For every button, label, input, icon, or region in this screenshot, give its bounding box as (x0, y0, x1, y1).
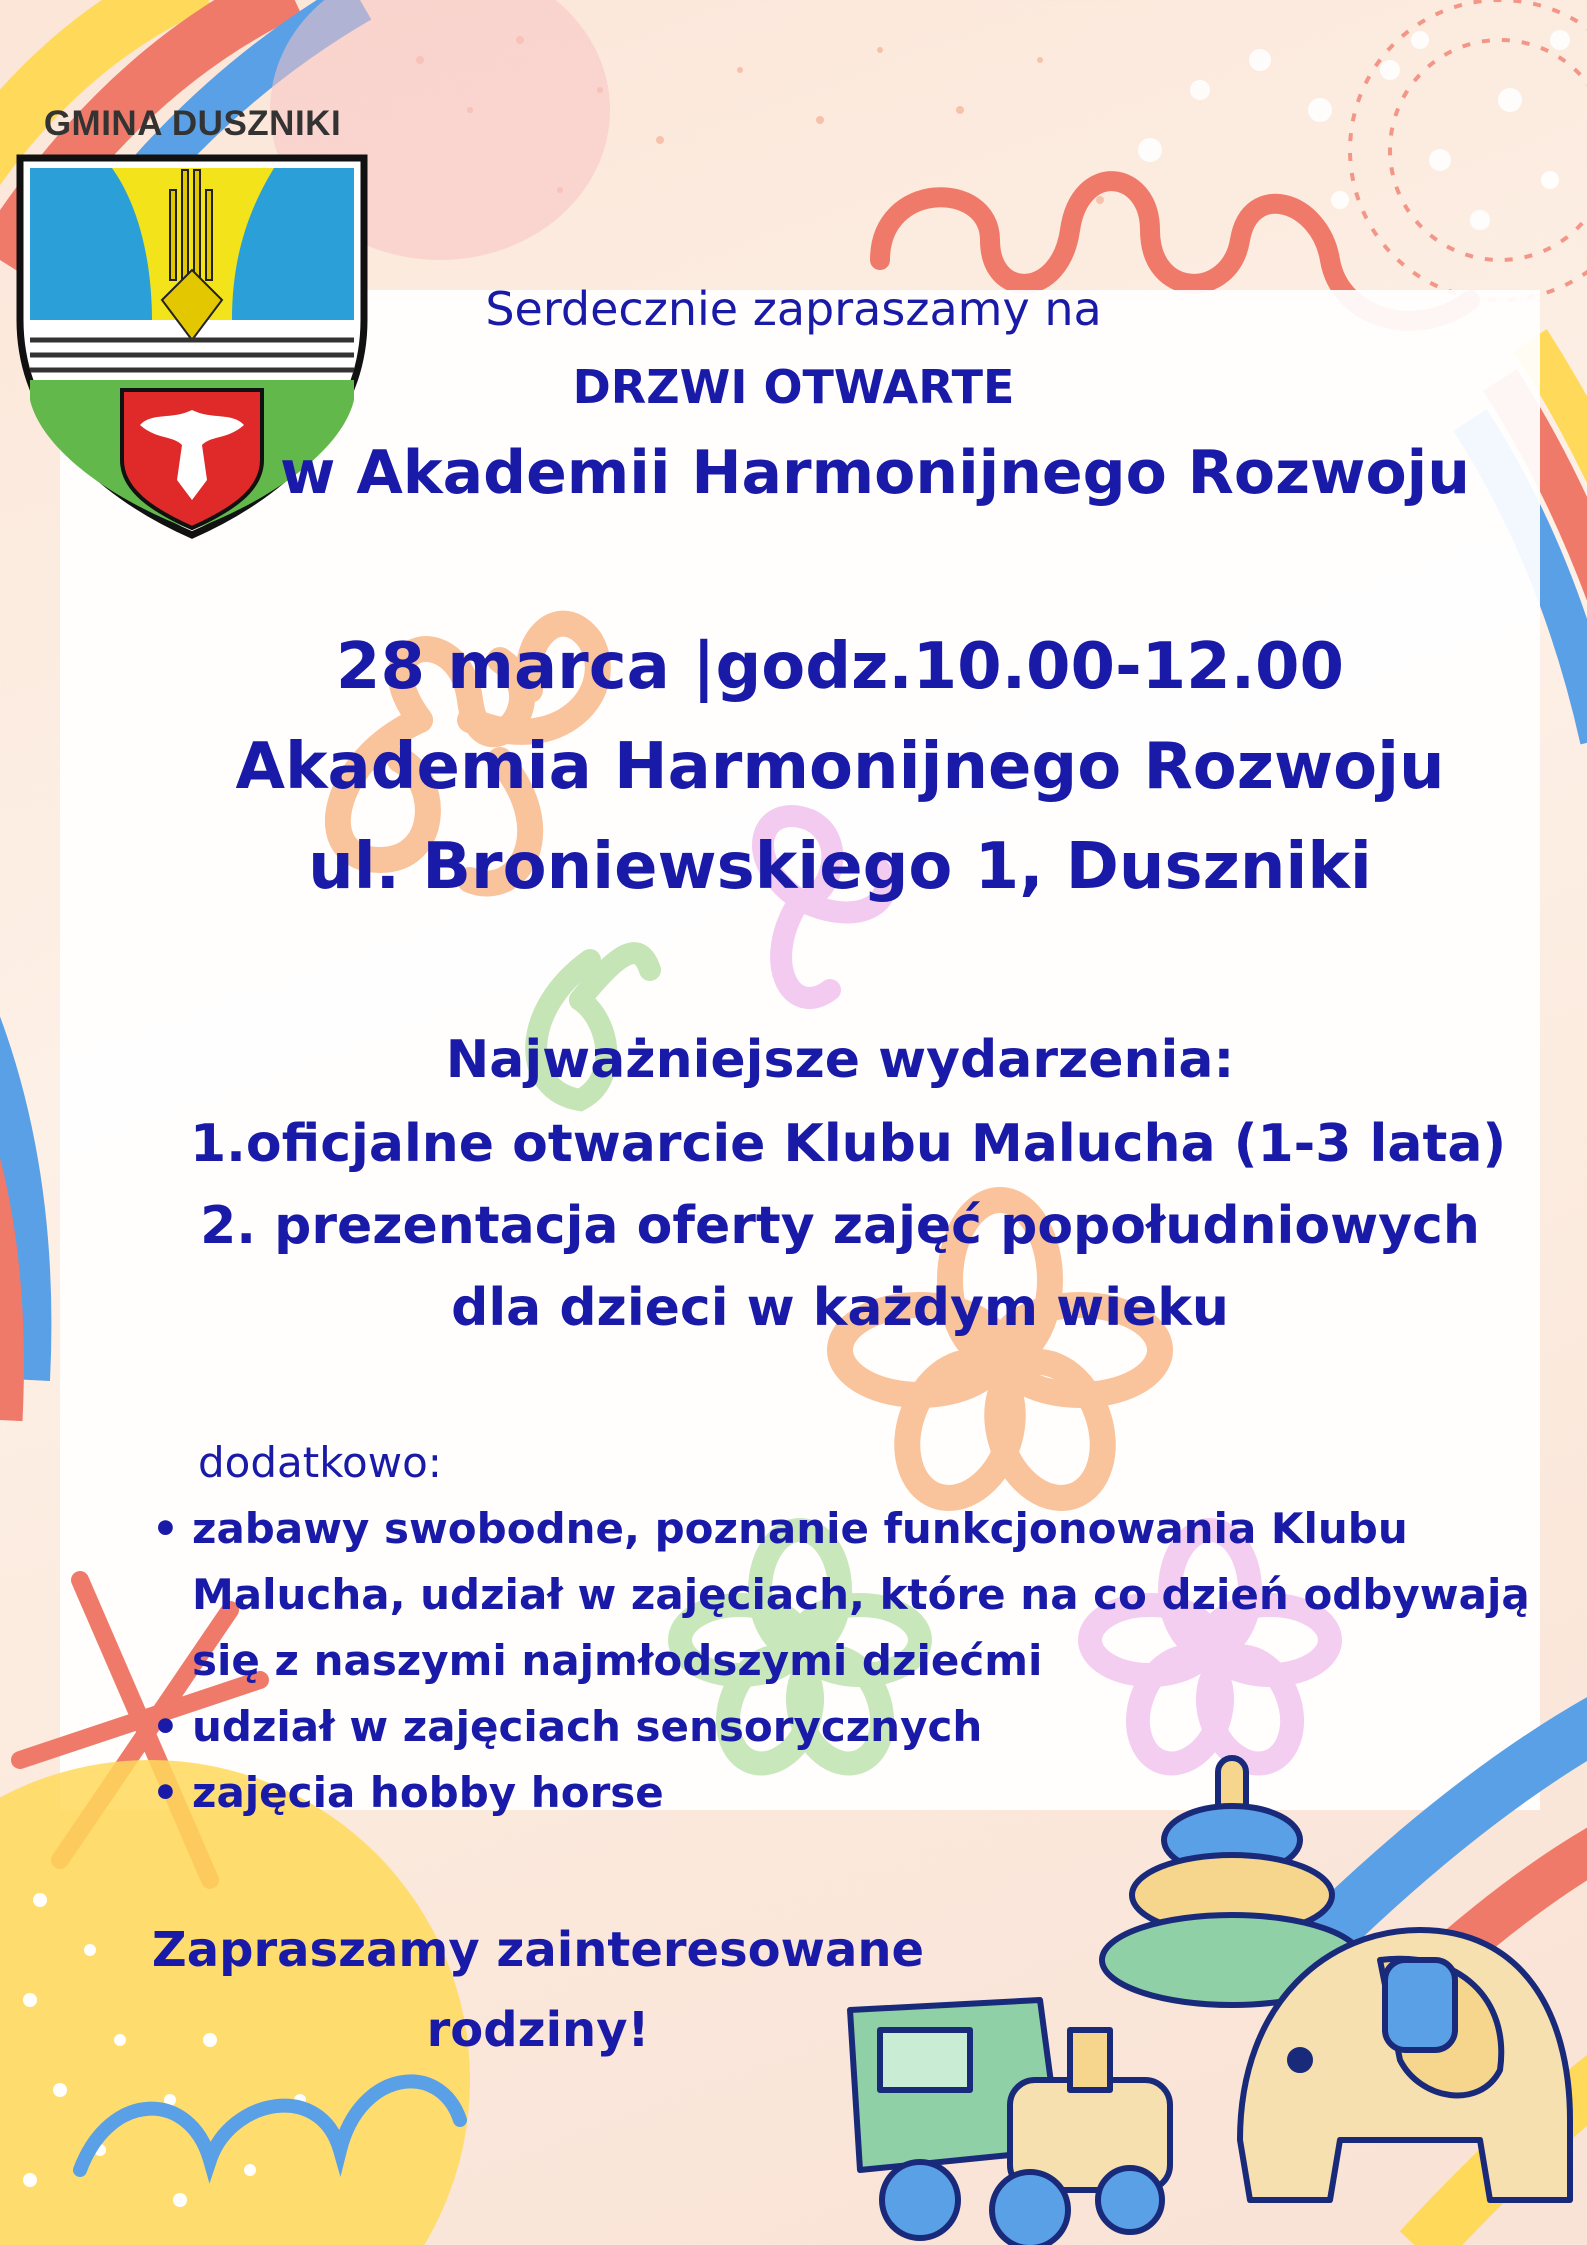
date-time: 28 marca |godz.10.00-12.00 (335, 630, 1345, 704)
list-item: • zabawy swobodne, poznanie funkcjonowania Klubu Malucha, udział w zajęciach, które na co dzień odbywają się z naszymi najmłodszymi dziećmi (150, 1496, 1530, 1694)
additional-label: dodatkowo: (198, 1438, 442, 1487)
list-item: • udział w zajęciach sensorycznych (150, 1694, 1530, 1760)
additional-list (150, 1496, 1530, 1826)
place-name: Akademia Harmonijnego Rozwoju (235, 730, 1445, 804)
highlight-item-1: 1.oficjalne otwarcie Klubu Malucha (1-3 lata) (190, 1114, 1507, 1174)
highlight-item-2: 2. prezentacja oferty zajęć popołudniowych (200, 1196, 1480, 1256)
invite-line: Serdecznie zapraszamy na (485, 282, 1102, 336)
address: ul. Broniewskiego 1, Duszniki (308, 830, 1372, 904)
logo-title: GMINA DUSZNIKI (43, 104, 342, 143)
highlights-title: Najważniejsze wydarzenia: (445, 1030, 1235, 1090)
list-item: • zajęcia hobby horse (150, 1760, 1530, 1826)
closing-message: Zapraszamy zainteresowane rodziny! (151, 1922, 925, 2058)
highlight-item-2-continued: dla dzieci w każdym wieku (451, 1278, 1229, 1338)
event-title: DRZWI OTWARTE (572, 360, 1015, 414)
venue-line: w Akademii Harmonijnego Rozwoju (280, 438, 1470, 508)
